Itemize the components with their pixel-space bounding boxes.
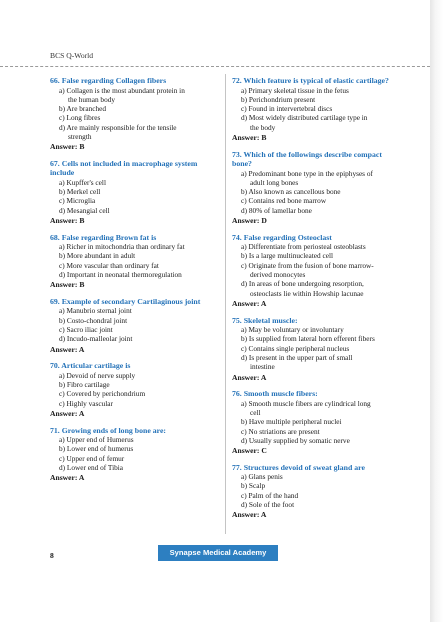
question-title: 74. False regarding Osteoclast (232, 232, 332, 242)
question-block (232, 316, 392, 383)
answer-option (232, 187, 392, 196)
question-title: 73. Which of the followings describe compact bone? (232, 149, 382, 169)
option-text: b) Also known as cancellous bone (241, 187, 341, 197)
option-text: c) Palm of the hand (241, 490, 299, 500)
option-text: d) Mesangial cell (59, 205, 110, 215)
question-block (50, 297, 222, 354)
answer-option (50, 187, 222, 196)
option-text: b) Is supplied from lateral horn efferent fibers (241, 334, 375, 344)
option-text: b) Is a large multinucleated cell (241, 251, 334, 261)
answer-option (232, 325, 392, 334)
answer-option (50, 371, 222, 380)
answer-key: Answer: B (50, 216, 85, 226)
answer-option (232, 344, 392, 353)
option-text: a) Primary skeletal tissue in the fetus (241, 85, 349, 95)
question-title: 67. Cells not included in macrophage system include (50, 158, 198, 178)
header-rule (0, 66, 430, 67)
question-title: 70. Articular cartilage is (50, 361, 131, 371)
option-text: a) Kupffer's cell (59, 177, 106, 187)
answer-key: Answer: B (50, 142, 85, 152)
answer-option (232, 481, 392, 490)
answer-option (50, 435, 222, 444)
answer-key: Answer: A (50, 473, 85, 483)
answer-option (50, 206, 222, 215)
question-block (50, 426, 222, 483)
question-title: 68. False regarding Brown fat is (50, 232, 157, 242)
answer-option (50, 306, 222, 315)
question-block (232, 76, 392, 143)
option-text: b) Merkel cell (59, 187, 101, 197)
answer-option (50, 325, 222, 334)
answer-option (232, 86, 392, 95)
option-text: d) Important in neonatal thermoregulation (59, 270, 182, 280)
answer-option (50, 104, 222, 113)
answer-option (232, 206, 392, 215)
option-text: c) Covered by perichondrium (59, 389, 146, 399)
question-title: 76. Smooth muscle fibers: (232, 389, 318, 399)
question-block (232, 463, 392, 520)
answer-option (232, 353, 392, 372)
answer-option (50, 178, 222, 187)
answer-option (50, 444, 222, 453)
answer-option (50, 261, 222, 270)
option-continuation: the body (250, 122, 276, 132)
answer-option (232, 436, 392, 445)
option-continuation: cell (250, 407, 261, 417)
question-title: 71. Growing ends of long bone are: (50, 425, 167, 435)
column-divider (225, 74, 226, 534)
answer-option (232, 95, 392, 104)
answer-option (232, 427, 392, 436)
answer-option (232, 113, 392, 132)
answer-option (50, 334, 222, 343)
option-text: c) Long fibres (59, 113, 101, 123)
option-continuation: adult long bones (250, 177, 299, 187)
option-text: a) Predominant bone type in the epiphyses of (241, 168, 373, 178)
option-text: b) Fibro cartilage (59, 380, 110, 390)
answer-option (232, 399, 392, 418)
option-text: d) Usually supplied by somatic nerve (241, 435, 350, 445)
question-block (50, 233, 222, 290)
answer-option (50, 196, 222, 205)
option-text: d) Lower end of Tibia (59, 462, 124, 472)
answer-option (232, 261, 392, 280)
answer-option (50, 380, 222, 389)
option-text: a) Glans penis (241, 472, 283, 482)
option-text: d) 80% of lamellar bone (241, 205, 312, 215)
answer-key: Answer: A (232, 510, 267, 520)
answer-key: Answer: D (232, 216, 267, 226)
option-text: c) Microglia (59, 196, 96, 206)
option-text: c) More vascular than ordinary fat (59, 260, 159, 270)
answer-key: Answer: B (50, 280, 85, 290)
option-text: a) Smooth muscle fibers are cylindrical long (241, 398, 371, 408)
option-text: a) Devoid of nerve supply (59, 370, 136, 380)
answer-key: Answer: A (232, 298, 267, 308)
answer-option (232, 242, 392, 251)
page-shadow (430, 0, 443, 622)
answer-option (232, 251, 392, 260)
option-text: c) Contains single peripheral nucleus (241, 343, 350, 353)
option-text: a) May be voluntary or involuntary (241, 325, 344, 335)
answer-option (50, 123, 222, 142)
answer-option (50, 454, 222, 463)
question-block (50, 159, 222, 226)
option-text: c) Contains red bone marrow (241, 196, 327, 206)
answer-option (232, 472, 392, 481)
question-block (232, 389, 392, 456)
brand-banner: Synapse Medical Academy (158, 545, 278, 561)
option-text: a) Manubrio sternal joint (59, 306, 132, 316)
answer-key: Answer: A (50, 344, 85, 354)
answer-option (50, 270, 222, 279)
option-continuation: intestine (250, 362, 275, 372)
option-continuation: strength (68, 131, 92, 141)
left-column (50, 76, 222, 490)
answer-option (50, 463, 222, 472)
running-header: BCS Q-World (50, 51, 94, 60)
answer-option (232, 417, 392, 426)
option-text: a) Richer in mitochondria than ordinary fat (59, 242, 185, 252)
option-text: d) Sole of the foot (241, 500, 295, 510)
option-continuation: derived monocytes (250, 270, 306, 280)
option-text: b) Have multiple peripheral nuclei (241, 417, 342, 427)
option-text: c) Originate from the fusion of bone marrow- (241, 260, 374, 270)
answer-option (50, 86, 222, 105)
answer-key: Answer: A (232, 372, 267, 382)
question-block (50, 76, 222, 152)
page-number: 8 (50, 551, 54, 560)
option-text: c) Sacro iliac joint (59, 325, 113, 335)
question-title: 69. Example of secondary Cartilaginous joint (50, 296, 201, 306)
answer-option (50, 399, 222, 408)
option-text: d) Is present in the upper part of small (241, 352, 353, 362)
question-block (232, 233, 392, 309)
option-text: d) Are mainly responsible for the tensile (59, 122, 177, 132)
answer-option (50, 251, 222, 260)
option-text: c) Found in intervertebral discs (241, 104, 333, 114)
option-text: c) No striations are present (241, 426, 320, 436)
question-title: 66. False regarding Collagen fibers (50, 76, 167, 85)
answer-option (232, 104, 392, 113)
answer-option (50, 389, 222, 398)
question-title: 75. Skeletal muscle: (232, 315, 298, 325)
option-text: d) Incudo-malleolar joint (59, 334, 133, 344)
option-text: b) Lower end of humerus (59, 444, 134, 454)
question-title: 77. Structures devoid of sweat gland are (232, 462, 365, 472)
option-text: b) Scalp (241, 481, 266, 491)
option-text: c) Highly vascular (59, 398, 113, 408)
option-text: b) Costo-chondral joint (59, 315, 128, 325)
question-title: 72. Which feature is typical of elastic cartilage? (232, 76, 389, 85)
answer-option (50, 242, 222, 251)
option-continuation: the human body (68, 94, 116, 104)
option-text: b) Are branched (59, 104, 107, 114)
question-block (50, 361, 222, 418)
option-text: b) Perichondrium present (241, 94, 316, 104)
answer-option (232, 169, 392, 188)
answer-option (232, 500, 392, 509)
answer-key: Answer: A (50, 408, 85, 418)
answer-option (50, 316, 222, 325)
option-text: d) In areas of bone undergoing resorption, (241, 279, 364, 289)
answer-option (232, 334, 392, 343)
answer-option (232, 196, 392, 205)
answer-key: Answer: B (232, 132, 267, 142)
option-text: c) Upper end of femur (59, 453, 125, 463)
option-text: a) Collagen is the most abundant protein in (59, 85, 185, 95)
option-text: a) Upper end of Humerus (59, 435, 134, 444)
question-block (232, 150, 392, 226)
option-text: a) Differentiate from periosteal osteoblasts (241, 242, 366, 252)
answer-key: Answer: C (232, 446, 267, 456)
answer-option (232, 279, 392, 298)
answer-option (232, 491, 392, 500)
option-text: b) More abundant in adult (59, 251, 136, 261)
option-text: d) Most widely distributed cartilage type in (241, 113, 368, 123)
answer-option (50, 113, 222, 122)
right-column (232, 76, 392, 527)
option-continuation: osteoclasts lie within Howship lacunae (250, 288, 364, 298)
